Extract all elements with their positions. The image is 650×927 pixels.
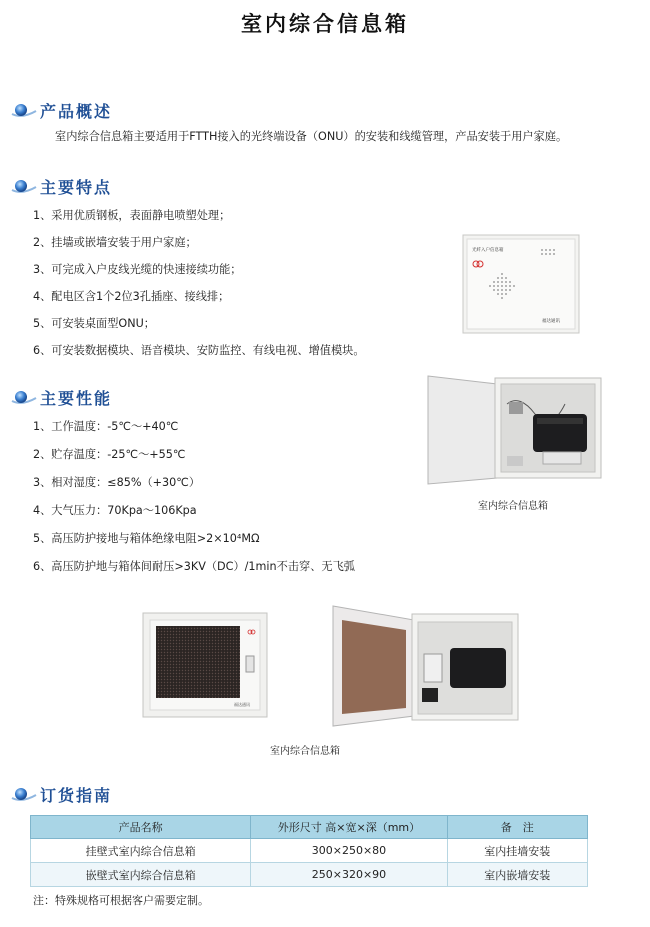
list-item: 3、相对湿度：≤85%（+30℃） <box>33 476 201 489</box>
list-item: 5、高压防护接地与箱体绝缘电阻>2×10⁴MΩ <box>33 532 260 545</box>
table-cell: 300×250×80 <box>251 839 447 863</box>
section-title: 主要性能 <box>40 388 113 408</box>
sphere-bullet-icon <box>10 785 38 803</box>
table-row <box>31 839 588 863</box>
table-header-cell: 备 注 <box>447 816 587 839</box>
product-image-flush-box <box>142 612 268 718</box>
box-plate-label: 福达通讯 <box>542 319 560 324</box>
section-title: 主要特点 <box>40 177 113 197</box>
ordering-note: 注：特殊规格可根据客户需要定制。 <box>33 894 209 907</box>
list-item: 4、大气压力：70Kpa～106Kpa <box>33 504 197 517</box>
table-cell: 250×320×90 <box>251 863 447 887</box>
list-item: 2、贮存温度：-25℃～+55℃ <box>33 448 186 461</box>
sphere-bullet-icon <box>10 177 38 195</box>
list-item: 1、工作温度：-5℃～+40℃ <box>33 420 179 433</box>
page-title: 室内综合信息箱 <box>241 11 409 36</box>
table-row <box>31 863 588 887</box>
section-heading-performance <box>10 387 112 407</box>
list-item: 2、挂墙或嵌墙安装于用户家庭； <box>33 236 197 249</box>
list-item: 6、可安装数据模块、语音模块、安防监控、有线电视、增值模块。 <box>33 344 365 357</box>
table-cell: 室内挂墙安装 <box>447 839 587 863</box>
product-image-open-box-onu <box>330 604 522 728</box>
sphere-bullet-icon <box>10 388 38 406</box>
section-heading-ordering <box>10 784 112 804</box>
table-header-cell: 产品名称 <box>31 816 251 839</box>
box-top-label: 光纤入户信息箱 <box>472 248 504 253</box>
table-header-row <box>31 816 588 839</box>
ordering-table <box>30 815 588 887</box>
box-plate-label: 福达通讯 <box>234 702 250 707</box>
overview-text: 室内综合信息箱主要适用于FTTH接入的光终端设备（ONU）的安装和线缆管理，产品安装于用户家庭。 <box>55 130 568 143</box>
list-item: 4、配电区含1个2位3孔插座、接线排； <box>33 290 230 303</box>
list-item: 5、可安装桌面型ONU； <box>33 317 155 330</box>
product-image-closed-box <box>462 234 580 334</box>
table-header-cell: 外形尺寸 高×宽×深（mm） <box>251 816 447 839</box>
sphere-bullet-icon <box>10 101 38 119</box>
section-heading-features <box>10 176 112 196</box>
image-caption: 室内综合信息箱 <box>270 746 340 757</box>
table-cell: 嵌壁式室内综合信息箱 <box>31 863 251 887</box>
section-title: 产品概述 <box>40 101 113 121</box>
list-item: 1、采用优质钢板，表面静电喷塑处理； <box>33 209 231 222</box>
section-title: 订货指南 <box>40 785 113 805</box>
table-cell: 室内嵌墙安装 <box>447 863 587 887</box>
list-item: 6、高压防护地与箱体间耐压>3KV（DC）/1min不击穿、无飞弧 <box>33 560 355 573</box>
image-caption: 室内综合信息箱 <box>478 501 548 512</box>
list-item: 3、可完成入户皮线光缆的快速接续功能； <box>33 263 242 276</box>
table-cell: 挂壁式室内综合信息箱 <box>31 839 251 863</box>
section-heading-overview <box>10 100 112 120</box>
product-image-open-box <box>425 374 605 486</box>
